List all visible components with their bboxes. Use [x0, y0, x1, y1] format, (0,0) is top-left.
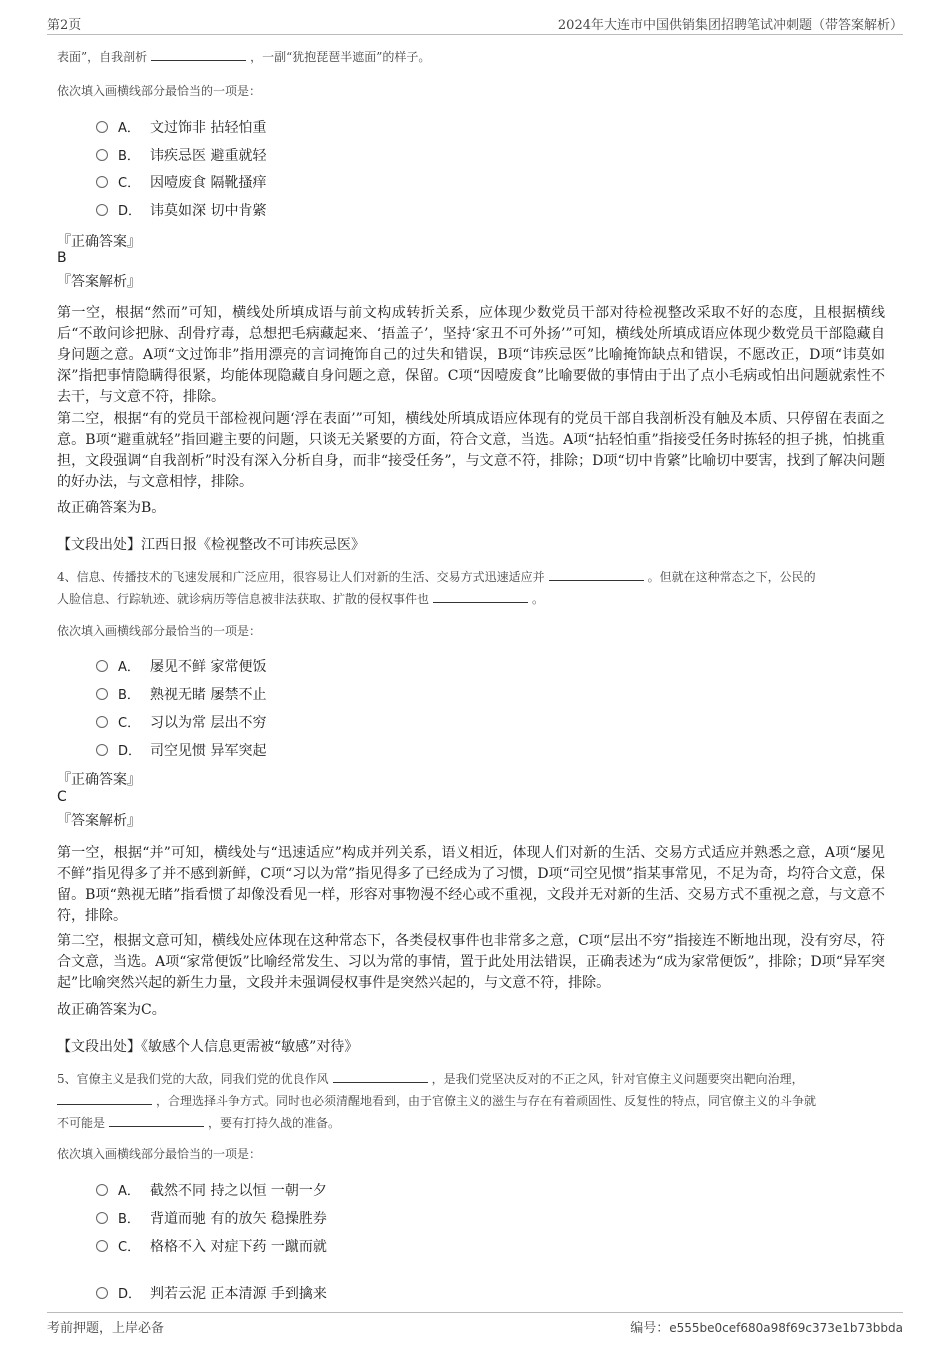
q5-stem-text-5: ，要有打持久战的准备。	[208, 1116, 341, 1130]
q5-stem-text-4: 不可能是	[57, 1116, 106, 1130]
fill-blank	[151, 48, 246, 61]
q3-analysis-label: 『答案解析』	[57, 274, 141, 290]
radio-icon[interactable]	[96, 744, 108, 756]
q3-tail-text-2: ，一副“犹抱琵琶半遮面”的样子。	[250, 50, 431, 64]
radio-icon[interactable]	[96, 1212, 108, 1224]
code-label: 编号：	[630, 1321, 670, 1336]
radio-icon[interactable]	[96, 204, 108, 216]
radio-icon[interactable]	[96, 660, 108, 672]
fill-blank	[57, 1092, 152, 1105]
document-title: 2024年大连市中国供销集团招聘笔试冲刺题（带答案解析）	[557, 18, 903, 33]
q4-stem-text-3: 人脸信息、行踪轨迹、就诊病历等信息被非法获取、扩散的侵权事件也	[57, 592, 430, 606]
fill-blank	[109, 1114, 204, 1127]
q4-option-d[interactable]	[96, 740, 266, 762]
q4-option-c[interactable]	[96, 712, 266, 734]
option-letter: A．	[118, 660, 140, 675]
fill-blank	[433, 590, 528, 603]
q4-stem-text-2: 。但就在这种常态之下，公民的	[647, 570, 816, 584]
option-text: 屡见不鲜 家常便饭	[150, 659, 267, 675]
q3-option-c[interactable]	[96, 172, 266, 194]
page-footer	[47, 1312, 903, 1337]
option-letter: B．	[118, 149, 140, 164]
option-text: 文过饰非 拈轻怕重	[150, 120, 267, 136]
option-letter: D．	[118, 204, 142, 219]
option-text: 司空见惯 异军突起	[150, 743, 267, 759]
option-text: 讳疾忌医 避重就轻	[150, 148, 267, 164]
option-text: 因噎废食 隔靴搔痒	[150, 175, 267, 191]
option-text: 格格不入 对症下药 一蹴而就	[150, 1239, 327, 1255]
q3-tail-text-1: 表面”，自我剖析	[57, 50, 148, 64]
option-letter: D．	[118, 1287, 142, 1302]
q3-analysis-p1: 第一空，根据“然而”可知，横线处所填成语与前文构成转折关系，应体现少数党员干部对待检视整改采取不好的态度，且根据横线后“不敢问诊把脉、刮骨疗毒，总想把毛病藏起来、‘捂盖子’，坚持‘家丑不可外扬’”可知，横线处所填成语应体现少数党员干部隐藏自身问题之意。A项“文过饰非”指用漂亮的言词掩饰自己的过失和错误，B项“讳疾忌医”比喻掩饰缺点和错误，不愿改正，D项“讳莫如深”指把事情隐瞒得很紧，均能体现隐藏自身问题之意，保留。C项“因噎废食”比喻要做的事情由于出了点小毛病或怕出问题就索性不去干，与文意不符，排除。	[57, 305, 885, 405]
option-text: 判若云泥 正本清源 手到擒来	[150, 1286, 327, 1302]
q5-option-b[interactable]	[96, 1208, 327, 1230]
option-text: 背道而驰 有的放矢 稳操胜券	[150, 1211, 327, 1227]
q4-option-a[interactable]	[96, 656, 266, 678]
q3-option-b[interactable]	[96, 145, 266, 167]
q3-analysis-p2: 第二空，根据“有的党员干部检视问题‘浮在表面’”可知，横线处所填成语应体现有的党员干部自我剖析没有触及本质、只停留在表面之意。B项“避重就轻”指回避主要的问题，只谈无关紧要的方面，符合文意，当选。A项“拈轻怕重”指接受任务时拣轻的担子挑，怕挑重担，文段强调“自我剖析”时没有深入分析自身，而非“接受任务”，与文意不符，排除；D项“切中肯綮”比喻切中要害，找到了解决问题的好办法，与文意相悖，排除。	[57, 411, 885, 490]
q4-conclusion: 故正确答案为C。	[57, 1002, 166, 1018]
document-code	[630, 1317, 903, 1336]
q4-stem-text-1: 4、信息、传播技术的飞速发展和广泛应用，很容易让人们对新的生活、交易方式迅速适应并	[57, 570, 545, 584]
q3-option-d[interactable]	[96, 200, 266, 222]
q4-analysis-p1: 第一空，根据“并”可知，横线处与“迅速适应”构成并列关系，语义相近，体现人们对新的生活、交易方式适应并熟悉之意，A项“屡见不鲜”指见得多了并不感到新鲜，C项“习以为常”指见得多了已经成为了习惯，D项“司空见惯”指某事常见，不足为奇，均符合文意，保留。B项“熟视无睹”指看惯了却像没看见一样，形容对事物漫不经心或不重视，文段并无对新的生活、交易方式不重视之意，与文意不符，排除。	[57, 845, 885, 924]
q3-answer: B	[57, 250, 67, 266]
page-number: 第2页	[47, 18, 82, 33]
q5-stem	[57, 1068, 895, 1134]
q4-prompt: 依次填入画横线部分最恰当的一项是：	[57, 624, 262, 638]
q5-option-c[interactable]	[96, 1236, 327, 1258]
q5-stem-text-1: 5、官僚主义是我们党的大敌，同我们党的优良作风	[57, 1072, 329, 1086]
q4-analysis-p2: 第二空，根据文意可知，横线处应体现在这种常态下，各类侵权事件也非常多之意，C项“层出不穷”指接连不断地出现，没有穷尽，符合文意，当选。A项“家常便饭”比喻经常发生、习以为常的事情，置于此处用法错误，正确表述为“成为家常便饭”，排除；D项“异军突起”比喻突然兴起的新生力量，文段并未强调侵权事件是突然兴起的，与文意不符，排除。	[57, 933, 885, 991]
radio-icon[interactable]	[96, 1184, 108, 1196]
q4-option-b[interactable]	[96, 684, 266, 706]
code-value: e555be0cef680a98f69c373e1b73bbda	[669, 1321, 903, 1335]
q3-source: 【文段出处】江西日报《检视整改不可讳疾忌医》	[57, 537, 365, 553]
q5-option-a[interactable]	[96, 1180, 327, 1202]
option-text: 熟视无睹 屡禁不止	[150, 687, 267, 703]
fill-blank	[549, 568, 644, 581]
q4-stem-text-4: 。	[532, 592, 545, 606]
q4-answer-label: 『正确答案』	[57, 772, 141, 788]
radio-icon[interactable]	[96, 688, 108, 700]
radio-icon[interactable]	[96, 149, 108, 161]
q3-stem-tail	[57, 46, 895, 68]
option-letter: C．	[118, 176, 141, 191]
radio-icon[interactable]	[96, 716, 108, 728]
q4-answer: C	[57, 789, 67, 805]
q5-prompt: 依次填入画横线部分最恰当的一项是：	[57, 1147, 262, 1161]
q4-source: 【文段出处】《敏感个人信息更需被“敏感”对待》	[57, 1039, 359, 1055]
fill-blank	[333, 1070, 428, 1083]
q3-conclusion: 故正确答案为B。	[57, 500, 166, 516]
option-letter: C．	[118, 1240, 141, 1255]
option-letter: A．	[118, 1184, 140, 1199]
q5-stem-text-3: ，合理选择斗争方式。同时也必须清醒地看到，由于官僚主义的滋生与存在有着顽固性、反复性的特点，同官僚主义的斗争就	[156, 1094, 817, 1108]
q3-prompt: 依次填入画横线部分最恰当的一项是：	[57, 84, 262, 98]
q5-option-d[interactable]	[96, 1283, 327, 1305]
q4-stem	[57, 566, 895, 610]
radio-icon[interactable]	[96, 1240, 108, 1252]
option-letter: C．	[118, 716, 141, 731]
option-letter: A．	[118, 121, 140, 136]
radio-icon[interactable]	[96, 1287, 108, 1299]
q3-answer-label: 『正确答案』	[57, 234, 141, 250]
q4-analysis-label: 『答案解析』	[57, 813, 141, 829]
q5-stem-text-2: ，是我们党坚决反对的不正之风，针对官僚主义问题要突出靶向治理，	[431, 1072, 804, 1086]
option-text: 讳莫如深 切中肯綮	[150, 203, 267, 219]
q3-option-a[interactable]	[96, 117, 266, 139]
option-letter: B．	[118, 688, 140, 703]
option-text: 截然不同 持之以恒 一朝一夕	[150, 1183, 327, 1199]
option-letter: D．	[118, 744, 142, 759]
option-letter: B．	[118, 1212, 140, 1227]
footer-slogan: 考前押题，上岸必备	[47, 1321, 165, 1336]
radio-icon[interactable]	[96, 176, 108, 188]
option-text: 习以为常 层出不穷	[150, 715, 267, 731]
page-header	[47, 14, 903, 35]
radio-icon[interactable]	[96, 121, 108, 133]
